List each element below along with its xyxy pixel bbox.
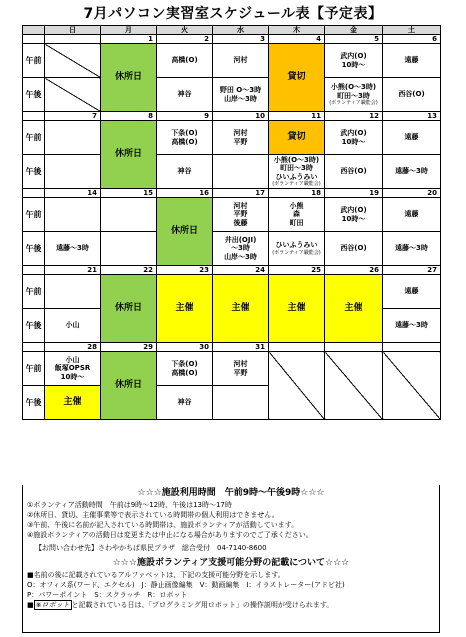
date-number: 18 bbox=[269, 189, 325, 198]
volunteer-entry: 町田 bbox=[289, 218, 304, 227]
volunteer-entry: 高橋(O) bbox=[171, 368, 198, 377]
am-row bbox=[23, 198, 441, 232]
note-line: ①ボランティア活動時間 午前は9時～12時、午後は13時～17時 bbox=[27, 501, 232, 509]
schedule-cell bbox=[213, 198, 269, 232]
weekday-header: 水 bbox=[213, 26, 269, 35]
volunteer-entry: 遠藤～3時 bbox=[395, 244, 428, 253]
schedule-cell bbox=[325, 232, 383, 266]
volunteer-entry: 遠藤 bbox=[404, 56, 419, 65]
volunteer-entry: 平野 bbox=[233, 210, 248, 219]
am-label: 午前 bbox=[23, 121, 45, 155]
date-number: 12 bbox=[325, 112, 383, 121]
weekday-header: 火 bbox=[157, 26, 213, 35]
weekday-header: 月 bbox=[101, 26, 157, 35]
schedule-cell bbox=[325, 78, 383, 112]
volunteer-entry: 主催 bbox=[231, 303, 250, 314]
weekday-header: 日 bbox=[45, 26, 101, 35]
schedule-cell bbox=[213, 386, 269, 420]
empty-day-cell bbox=[383, 352, 441, 420]
closed-day-cell bbox=[101, 44, 157, 112]
volunteer-entry: 武内(O) bbox=[340, 52, 367, 60]
schedule-cell bbox=[213, 78, 269, 112]
volunteer-entry: 町田～3時 bbox=[280, 164, 313, 173]
am-row bbox=[23, 44, 441, 78]
volunteer-entry: 10時～ bbox=[341, 214, 366, 223]
volunteer-entry: 下条(O) bbox=[171, 360, 198, 368]
date-number bbox=[45, 35, 101, 44]
schedule-cell bbox=[101, 198, 157, 232]
date-number: 5 bbox=[325, 35, 383, 44]
date-number: 4 bbox=[269, 35, 325, 44]
volunteer-entry: 休所日 bbox=[114, 380, 142, 391]
volunteer-entry: 小山 bbox=[65, 321, 80, 330]
schedule-cell bbox=[269, 198, 325, 232]
volunteer-entry: 遠藤～3時 bbox=[56, 244, 89, 253]
pm-label: 午後 bbox=[23, 232, 45, 266]
note-line: ④施設ボランティアの活動日は変更または中止になる場合がありますのでご了承ください。 bbox=[27, 531, 313, 539]
weekday-header: 木 bbox=[269, 26, 325, 35]
date-row bbox=[23, 343, 441, 352]
volunteer-entry: 町田～3時 bbox=[337, 91, 370, 100]
pm-row bbox=[23, 78, 441, 112]
schedule-cell bbox=[45, 275, 101, 309]
am-label: 午前 bbox=[23, 275, 45, 309]
schedule-cell bbox=[325, 44, 383, 78]
schedule-cell bbox=[383, 78, 441, 112]
schedule-cell bbox=[213, 44, 269, 78]
empty-day-cell bbox=[269, 352, 325, 420]
volunteer-entry: 貸切 bbox=[287, 72, 306, 83]
date-number: 29 bbox=[101, 343, 157, 352]
date-number: 23 bbox=[157, 266, 213, 275]
volunteer-entry: 遠藤 bbox=[404, 210, 419, 219]
volunteer-entry: 主催 bbox=[287, 303, 306, 314]
schedule-cell bbox=[157, 155, 213, 189]
volunteer-entry: 飯塚OPSR bbox=[54, 364, 91, 373]
volunteer-entry: 貸切 bbox=[287, 132, 306, 143]
schedule-cell bbox=[45, 309, 101, 343]
schedule-cell bbox=[157, 386, 213, 420]
volunteer-entry: ひいふうみい bbox=[275, 172, 318, 181]
schedule-cell bbox=[45, 232, 101, 266]
label-spacer bbox=[23, 35, 45, 44]
volunteer-entry: 小熊(O～3時) bbox=[330, 83, 377, 91]
am-row bbox=[23, 352, 441, 386]
volunteer-group-note: (ボランティア職能会) bbox=[329, 100, 378, 106]
calendar-body bbox=[23, 35, 441, 420]
am-row bbox=[23, 121, 441, 155]
reserved-cell bbox=[269, 121, 325, 155]
volunteer-entry: 神谷 bbox=[177, 167, 192, 176]
schedule-cell bbox=[383, 155, 441, 189]
weekday-header-row bbox=[23, 26, 441, 35]
closed-day-cell bbox=[101, 275, 157, 343]
schedule-cell bbox=[325, 198, 383, 232]
volunteer-entry: 河村 bbox=[233, 129, 248, 137]
date-number bbox=[383, 343, 441, 352]
date-row bbox=[23, 266, 441, 275]
volunteer-entry: 主催 bbox=[175, 303, 194, 314]
volunteer-group-note: (ボランティア職能会) bbox=[272, 181, 321, 188]
date-number: 30 bbox=[157, 343, 213, 352]
volunteer-entry: 河村 bbox=[233, 201, 248, 210]
volunteer-entry: 小熊(O～3時) bbox=[273, 155, 320, 164]
note-line: ③午前、午後に名前が記入されている時間帯は、施設ボランティアが活動しています。 bbox=[27, 521, 299, 529]
volunteer-entry: 小熊 bbox=[289, 201, 304, 210]
schedule-cell bbox=[157, 121, 213, 155]
schedule-cell bbox=[45, 155, 101, 189]
volunteer-entry: 遠藤～3時 bbox=[395, 321, 428, 330]
volunteer-entry: ～3時 bbox=[231, 244, 250, 253]
volunteer-entry: 10時～ bbox=[341, 137, 366, 146]
hosted-event-cell bbox=[157, 275, 213, 343]
date-number: 16 bbox=[157, 189, 213, 198]
volunteer-entry: 神谷 bbox=[177, 90, 192, 99]
volunteer-entry: 神谷 bbox=[177, 398, 192, 407]
schedule-cell bbox=[383, 121, 441, 155]
volunteer-entry: 武内(O) bbox=[340, 129, 367, 137]
date-number: 25 bbox=[269, 266, 325, 275]
robot-prefix: ■ bbox=[27, 601, 34, 609]
date-number: 10 bbox=[213, 112, 269, 121]
volunteer-entry: 高橋(O) bbox=[171, 137, 198, 146]
volunteer-entry: 休所日 bbox=[114, 303, 142, 314]
date-row bbox=[23, 35, 441, 44]
pm-label: 午後 bbox=[23, 309, 45, 343]
volunteer-entry: 武内(O) bbox=[340, 206, 367, 214]
date-number: 20 bbox=[383, 189, 441, 198]
volunteer-entry: 平野 bbox=[233, 368, 248, 377]
am-label: 午前 bbox=[23, 352, 45, 386]
volunteer-entry: 10時～ bbox=[60, 372, 85, 381]
volunteer-entry: 休所日 bbox=[170, 226, 198, 237]
volunteer-entry: 森 bbox=[293, 210, 300, 219]
am-label: 午前 bbox=[23, 44, 45, 78]
volunteer-entry: 山岸～3時 bbox=[224, 94, 257, 103]
volunteer-entry: 休所日 bbox=[114, 149, 142, 160]
volunteer-entry: 河村 bbox=[233, 56, 248, 65]
schedule-cell bbox=[45, 121, 101, 155]
pm-label: 午後 bbox=[23, 155, 45, 189]
schedule-cell bbox=[383, 309, 441, 343]
volunteer-entry: 西谷(O) bbox=[340, 167, 367, 176]
support-title: ☆☆☆施設ボランティア支援可能分野の記載について☆☆☆ bbox=[112, 558, 350, 568]
date-number: 11 bbox=[269, 112, 325, 121]
date-number bbox=[269, 343, 325, 352]
robot-note bbox=[27, 600, 435, 610]
hosted-event-cell bbox=[213, 275, 269, 343]
date-row bbox=[23, 189, 441, 198]
date-number: 19 bbox=[325, 189, 383, 198]
am-label: 午前 bbox=[23, 198, 45, 232]
volunteer-entry: 主催 bbox=[63, 397, 82, 408]
info-panel bbox=[22, 485, 440, 633]
support-line: ■名前の後に記載されているアルファベットは、下記の支援可能分野を示します。 bbox=[27, 571, 285, 579]
reserved-cell bbox=[269, 44, 325, 112]
volunteer-entry: 西谷(O) bbox=[398, 90, 425, 99]
hours-title: ☆☆☆施設利用時間 午前9時～午後9時☆☆☆ bbox=[137, 488, 325, 498]
label-spacer bbox=[23, 266, 45, 275]
page-title: 7月パソコン実習室スケジュール表【予定表】 bbox=[83, 6, 383, 22]
schedule-cell bbox=[383, 275, 441, 309]
volunteer-entry: 山岸～3時 bbox=[224, 252, 257, 261]
date-number: 2 bbox=[157, 35, 213, 44]
date-number: 7 bbox=[45, 112, 101, 121]
robot-text: と記載されている日は、「プログラミング用ロボット」の操作説明が受けられます。 bbox=[71, 601, 334, 609]
date-number: 24 bbox=[213, 266, 269, 275]
volunteer-entry: 後藤 bbox=[233, 218, 248, 227]
volunteer-entry: 遠藤～3時 bbox=[395, 167, 428, 176]
date-number: 21 bbox=[45, 266, 101, 275]
schedule-cell bbox=[325, 121, 383, 155]
date-number: 3 bbox=[213, 35, 269, 44]
schedule-cell bbox=[45, 352, 101, 386]
schedule-cell bbox=[157, 78, 213, 112]
volunteer-entry: 下条(O) bbox=[171, 129, 198, 137]
label-spacer bbox=[23, 189, 45, 198]
label-spacer bbox=[23, 343, 45, 352]
volunteer-group-note: (ボランティア職能会) bbox=[272, 249, 321, 256]
schedule-cell bbox=[213, 352, 269, 386]
support-line: P：パワーポイント S：スクラッチ R：ロボット bbox=[27, 591, 188, 599]
am-row bbox=[23, 275, 441, 309]
schedule-cell bbox=[157, 44, 213, 78]
volunteer-entry: 主催 bbox=[344, 303, 363, 314]
date-number: 8 bbox=[101, 112, 157, 121]
hosted-event-cell bbox=[325, 275, 383, 343]
corner-cell bbox=[23, 26, 45, 35]
volunteer-entry: 平野 bbox=[233, 137, 248, 146]
date-number: 31 bbox=[213, 343, 269, 352]
volunteer-entry: 高橋(O) bbox=[171, 56, 198, 65]
hosted-event-cell bbox=[45, 386, 101, 420]
date-row bbox=[23, 112, 441, 121]
date-number: 17 bbox=[213, 189, 269, 198]
schedule-cell bbox=[269, 155, 325, 189]
closed-day-cell bbox=[101, 121, 157, 189]
volunteer-entry: 野田 O～3時 bbox=[219, 86, 262, 94]
volunteer-entry: 西谷(O) bbox=[340, 244, 367, 253]
pm-label: 午後 bbox=[23, 386, 45, 420]
date-number: 13 bbox=[383, 112, 441, 121]
date-number: 6 bbox=[383, 35, 441, 44]
schedule-cell bbox=[383, 44, 441, 78]
hosted-event-cell bbox=[269, 275, 325, 343]
date-number: 22 bbox=[101, 266, 157, 275]
closed-day-cell bbox=[157, 198, 213, 266]
empty-day-cell bbox=[45, 44, 101, 78]
schedule-cell bbox=[101, 232, 157, 266]
volunteer-entry: 井出(OJI) bbox=[224, 235, 257, 244]
date-number: 26 bbox=[325, 266, 383, 275]
volunteer-entry: 河村 bbox=[233, 360, 248, 368]
schedule-calendar bbox=[22, 25, 441, 420]
schedule-cell bbox=[383, 232, 441, 266]
volunteer-entry: ひいふうみい bbox=[275, 241, 318, 250]
empty-day-cell bbox=[325, 352, 383, 420]
date-number: 28 bbox=[45, 343, 101, 352]
schedule-cell bbox=[45, 198, 101, 232]
empty-day-cell bbox=[45, 78, 101, 112]
contact-line: 【お問い合わせ先】さわやかちば県民プラザ 総合受付 04-7140-8600 bbox=[35, 544, 267, 552]
label-spacer bbox=[23, 112, 45, 121]
schedule-cell bbox=[325, 155, 383, 189]
date-number: 27 bbox=[383, 266, 441, 275]
schedule-cell bbox=[213, 155, 269, 189]
support-line: O：オフィス系(ワード、エクセル) J：静止画像編集 V：動画編集 I：イラストレーター(アドビ社) bbox=[27, 581, 345, 589]
date-number: 15 bbox=[101, 189, 157, 198]
weekday-header: 金 bbox=[325, 26, 383, 35]
weekday-header: 土 bbox=[383, 26, 441, 35]
date-number: 9 bbox=[157, 112, 213, 121]
date-number: 1 bbox=[101, 35, 157, 44]
robot-box: ※ロボット bbox=[35, 601, 70, 609]
volunteer-entry: 遠藤 bbox=[404, 287, 419, 296]
closed-day-cell bbox=[101, 352, 157, 420]
schedule-cell bbox=[383, 198, 441, 232]
note-line: ②休所日、貸切、主催事業等で表示されている時間帯の個人利用はできません。 bbox=[27, 511, 279, 519]
volunteer-entry: 遠藤 bbox=[404, 133, 419, 142]
schedule-cell bbox=[213, 232, 269, 266]
date-number bbox=[325, 343, 383, 352]
schedule-cell bbox=[157, 352, 213, 386]
volunteer-entry: 休所日 bbox=[114, 72, 142, 83]
volunteer-entry: 小山 bbox=[65, 355, 80, 364]
schedule-cell bbox=[269, 232, 325, 266]
pm-row bbox=[23, 232, 441, 266]
pm-row bbox=[23, 155, 441, 189]
date-number: 14 bbox=[45, 189, 101, 198]
pm-label: 午後 bbox=[23, 78, 45, 112]
volunteer-entry: 10時～ bbox=[341, 60, 366, 69]
schedule-cell bbox=[213, 121, 269, 155]
